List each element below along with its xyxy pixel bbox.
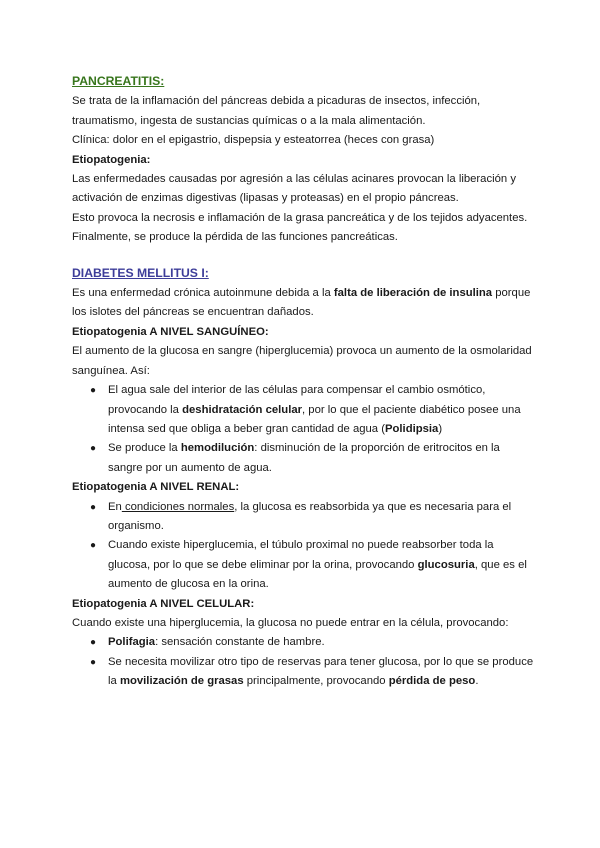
text-span: , por lo que el paciente diabético posee una <box>302 403 521 416</box>
bold-term: Polidipsia <box>384 422 439 435</box>
celular-intro: Cuando existe una hiperglucemia, la glucosa no puede entrar en la célula, provocando: <box>72 616 509 629</box>
text-span: En <box>108 500 122 513</box>
celular-list <box>72 633 600 691</box>
pancreatitis-desc-1: Se trata de la inflamación del páncreas debida a picaduras de insectos, infección, <box>72 95 481 108</box>
renal-list <box>72 498 600 595</box>
text-span: Se produce la <box>108 442 181 455</box>
bullet-icon: ● <box>90 385 97 397</box>
diabetes-intro-1-bold: falta de liberación de insulina <box>333 287 493 300</box>
bold-term: hemodilución <box>180 442 255 455</box>
renal-item-2-line-1: Cuando existe hiperglucemia, el túbulo proximal no puede reabsorber toda la <box>108 539 494 552</box>
pancreatitis-heading: PANCREATITIS: <box>72 74 165 88</box>
list-item <box>72 498 600 537</box>
text-span: ) <box>438 422 443 435</box>
bold-term: deshidratación celular <box>182 403 303 416</box>
pancreatitis-etio-2: activación de enzimas digestivas (lipasas y proteasas) en el propio páncreas. <box>72 192 459 205</box>
list-item <box>72 653 600 692</box>
diabetes-intro-1-text: Es una enfermedad crónica autoinmune debida a la <box>72 287 334 300</box>
list-item <box>72 381 600 439</box>
bold-term: Polifagia <box>108 636 156 649</box>
renal-item-1-line-1 <box>108 498 600 517</box>
text-span: provocando la <box>108 403 183 416</box>
bullet-icon: ● <box>90 656 97 668</box>
pancreatitis-etio-1: Las enfermedades causadas por agresión a las células acinares provocan la liberación y <box>72 173 516 186</box>
diabetes-heading: DIABETES MELLITUS I: <box>72 265 209 280</box>
text-span: : sensación constante de hambre. <box>155 636 325 649</box>
pancreatitis-etio-3: Esto provoca la necrosis e inflamación de la grasa pancreática y de los tejidos adyacentes. <box>72 211 528 224</box>
pancreatitis-section <box>72 72 600 248</box>
pancreatitis-clinica: Clínica: dolor en el epigastrio, dispepsia y esteatorrea (heces con grasa) <box>72 134 435 147</box>
diabetes-intro-1 <box>72 284 600 303</box>
bold-term: glucosuria <box>417 558 475 571</box>
pancreatitis-etio-heading: Etiopatogenia: <box>72 153 151 166</box>
renal-item-1-line-2: organismo. <box>108 519 164 532</box>
bold-term: movilización de grasas <box>119 675 244 688</box>
text-span: intensa sed que obliga a beber gran cantidad de agua ( <box>108 422 385 435</box>
text-span: . <box>475 675 479 688</box>
list-item <box>72 536 600 594</box>
bullet-icon: ● <box>90 443 97 455</box>
renal-item-2-line-3: aumento de glucosa en la orina. <box>108 578 269 591</box>
diabetes-heading-line <box>72 264 600 284</box>
sanguineo-item-1-line-1: El agua sale del interior de las células para compensar el cambio osmótico, <box>108 384 486 397</box>
list-item <box>72 633 600 652</box>
pancreatitis-etio-4: Finalmente, se produce la pérdida de las funciones pancreáticas. <box>72 231 398 244</box>
text-span: , la glucosa es reabsorbida ya que es necesaria para el <box>234 500 512 513</box>
sanguineo-heading: Etiopatogenia A NIVEL SANGUÍNEO: <box>72 325 269 338</box>
text-span: : disminución de la proporción de eritrocitos en la <box>254 442 500 455</box>
pancreatitis-heading-line <box>72 72 600 92</box>
sanguineo-item-1-line-3 <box>108 420 600 439</box>
bold-term: pérdida de peso <box>388 675 476 688</box>
celular-item-2-line-1: Se necesita movilizar otro tipo de reservas para tener glucosa, por lo que se produce <box>108 655 534 668</box>
text-span: la <box>108 675 120 688</box>
sanguineo-text-2: sanguínea. Así: <box>72 364 150 377</box>
text-span: glucosa, por lo que se debe eliminar por la orina, provocando <box>108 558 418 571</box>
sanguineo-text-1: El aumento de la glucosa en sangre (hiperglucemia) provoca un aumento de la osmolaridad <box>72 345 532 358</box>
sanguineo-item-2-line-2: sangre por un aumento de agua. <box>108 461 272 474</box>
text-span: , que es el <box>474 558 527 571</box>
sanguineo-list <box>72 381 600 478</box>
bullet-icon: ● <box>90 501 97 513</box>
celular-item-2-line-2 <box>108 672 600 691</box>
text-span: principalmente, provocando <box>243 675 389 688</box>
bullet-icon: ● <box>90 540 97 552</box>
underlined-term: condiciones normales <box>121 500 235 513</box>
sanguineo-item-1-line-2 <box>108 401 600 420</box>
celular-item-1 <box>108 633 600 652</box>
diabetes-intro-2: los islotes del páncreas se encuentran dañados. <box>72 306 314 319</box>
diabetes-intro-1-tail: porque <box>492 287 531 300</box>
sanguineo-item-2-line-1 <box>108 439 600 458</box>
celular-heading: Etiopatogenia A NIVEL CELULAR: <box>72 597 255 610</box>
bullet-icon: ● <box>90 637 97 649</box>
renal-item-2-line-2 <box>108 556 600 575</box>
renal-heading: Etiopatogenia A NIVEL RENAL: <box>72 481 240 494</box>
diabetes-section <box>72 264 600 692</box>
list-item <box>72 439 600 478</box>
section-gap <box>72 248 600 264</box>
pancreatitis-desc-2: traumatismo, ingesta de sustancias químicas o a la mala alimentación. <box>72 114 426 127</box>
